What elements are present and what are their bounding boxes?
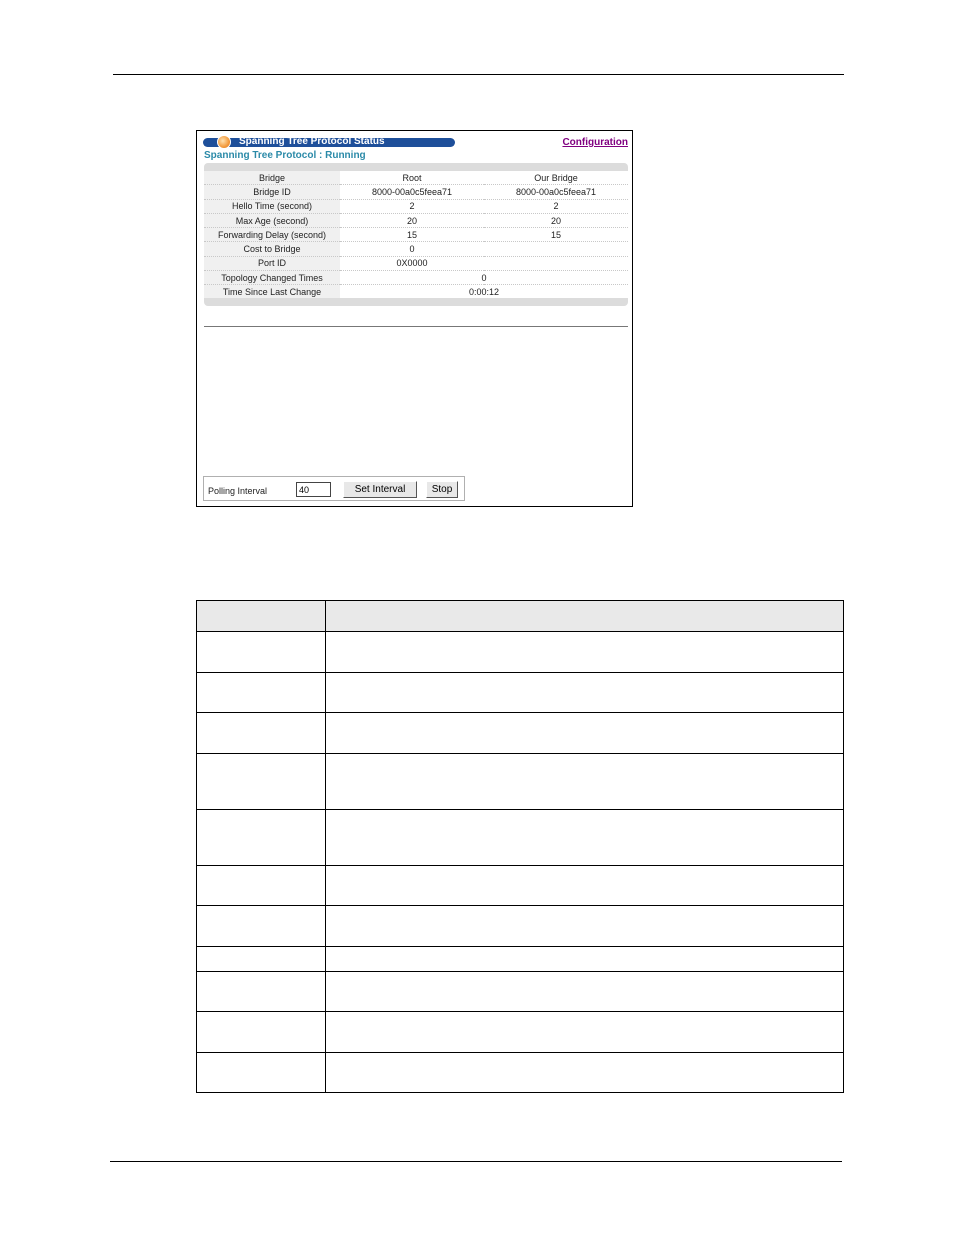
table-header-row bbox=[197, 601, 844, 632]
description-cell bbox=[326, 906, 844, 947]
table-row bbox=[197, 1053, 844, 1093]
label-cell bbox=[197, 866, 326, 906]
stp-status-panel bbox=[196, 130, 633, 507]
header-rule bbox=[113, 74, 844, 75]
table-row bbox=[197, 673, 844, 713]
description-cell bbox=[326, 632, 844, 673]
our-value: 15 bbox=[484, 228, 628, 242]
polling-controls bbox=[203, 476, 465, 501]
span-value: 0 bbox=[340, 271, 628, 285]
header-label-cell bbox=[197, 601, 326, 632]
table-row bbox=[197, 947, 844, 972]
label-cell bbox=[197, 1012, 326, 1053]
our-value: 8000-00a0c5feea71 bbox=[484, 185, 628, 199]
row-label: Time Since Last Change bbox=[204, 285, 340, 299]
root-value: 8000-00a0c5feea71 bbox=[340, 185, 484, 199]
row-label: Cost to Bridge bbox=[204, 242, 340, 256]
row-label: Port ID bbox=[204, 256, 340, 270]
row-label: Hello Time (second) bbox=[204, 199, 340, 213]
description-cell bbox=[326, 810, 844, 866]
divider bbox=[204, 326, 628, 327]
span-value: 0:00:12 bbox=[340, 285, 628, 299]
configuration-link[interactable]: Configuration bbox=[562, 137, 628, 148]
root-value: 20 bbox=[340, 213, 484, 227]
description-cell bbox=[326, 947, 844, 972]
header-root: Root bbox=[340, 171, 484, 185]
label-cell bbox=[197, 673, 326, 713]
panel-title: Spanning Tree Protocol Status bbox=[239, 136, 385, 147]
label-cell bbox=[197, 632, 326, 673]
polling-interval-label: Polling Interval bbox=[208, 486, 268, 496]
row-label: Topology Changed Times bbox=[204, 271, 340, 285]
row-label: Forwarding Delay (second) bbox=[204, 228, 340, 242]
root-value: 15 bbox=[340, 228, 484, 242]
table-row bbox=[204, 256, 628, 270]
table-row bbox=[204, 185, 628, 199]
header-bridge: Bridge bbox=[204, 171, 340, 185]
description-cell bbox=[326, 972, 844, 1012]
title-bar bbox=[203, 138, 455, 147]
table-row bbox=[197, 754, 844, 810]
table-row bbox=[197, 972, 844, 1012]
set-interval-button[interactable]: Set Interval bbox=[343, 481, 417, 498]
label-cell bbox=[197, 1053, 326, 1093]
stop-button[interactable]: Stop bbox=[426, 481, 458, 498]
our-value bbox=[484, 242, 628, 256]
footer-rule bbox=[110, 1161, 842, 1162]
table-row bbox=[204, 271, 628, 285]
field-description-table bbox=[196, 600, 844, 1093]
root-value: 2 bbox=[340, 199, 484, 213]
description-cell bbox=[326, 673, 844, 713]
table-row bbox=[197, 1012, 844, 1053]
our-value: 2 bbox=[484, 199, 628, 213]
status-orb-icon bbox=[217, 135, 231, 149]
header-our-bridge: Our Bridge bbox=[484, 171, 628, 185]
description-cell bbox=[326, 754, 844, 810]
root-value: 0 bbox=[340, 242, 484, 256]
description-cell bbox=[326, 866, 844, 906]
description-cell bbox=[326, 713, 844, 754]
label-cell bbox=[197, 906, 326, 947]
label-cell bbox=[197, 947, 326, 972]
our-value bbox=[484, 256, 628, 270]
our-value: 20 bbox=[484, 213, 628, 227]
label-cell bbox=[197, 810, 326, 866]
table-row bbox=[197, 866, 844, 906]
table-row bbox=[197, 632, 844, 673]
stp-table bbox=[204, 171, 628, 300]
table-bottom-cap bbox=[204, 298, 628, 306]
table-header-row bbox=[204, 171, 628, 185]
description-cell bbox=[326, 1053, 844, 1093]
table-row bbox=[204, 242, 628, 256]
table-row bbox=[197, 713, 844, 754]
label-cell bbox=[197, 713, 326, 754]
table-top-cap bbox=[204, 163, 628, 171]
description-cell bbox=[326, 1012, 844, 1053]
label-cell bbox=[197, 754, 326, 810]
row-label: Max Age (second) bbox=[204, 213, 340, 227]
label-cell bbox=[197, 972, 326, 1012]
header-description-cell bbox=[326, 601, 844, 632]
table-row bbox=[204, 199, 628, 213]
protocol-status: Spanning Tree Protocol : Running bbox=[204, 150, 366, 161]
table-row bbox=[204, 228, 628, 242]
table-row bbox=[197, 810, 844, 866]
row-label: Bridge ID bbox=[204, 185, 340, 199]
table-row bbox=[204, 213, 628, 227]
root-value: 0X0000 bbox=[340, 256, 484, 270]
polling-interval-input[interactable] bbox=[296, 482, 331, 497]
table-row bbox=[197, 906, 844, 947]
